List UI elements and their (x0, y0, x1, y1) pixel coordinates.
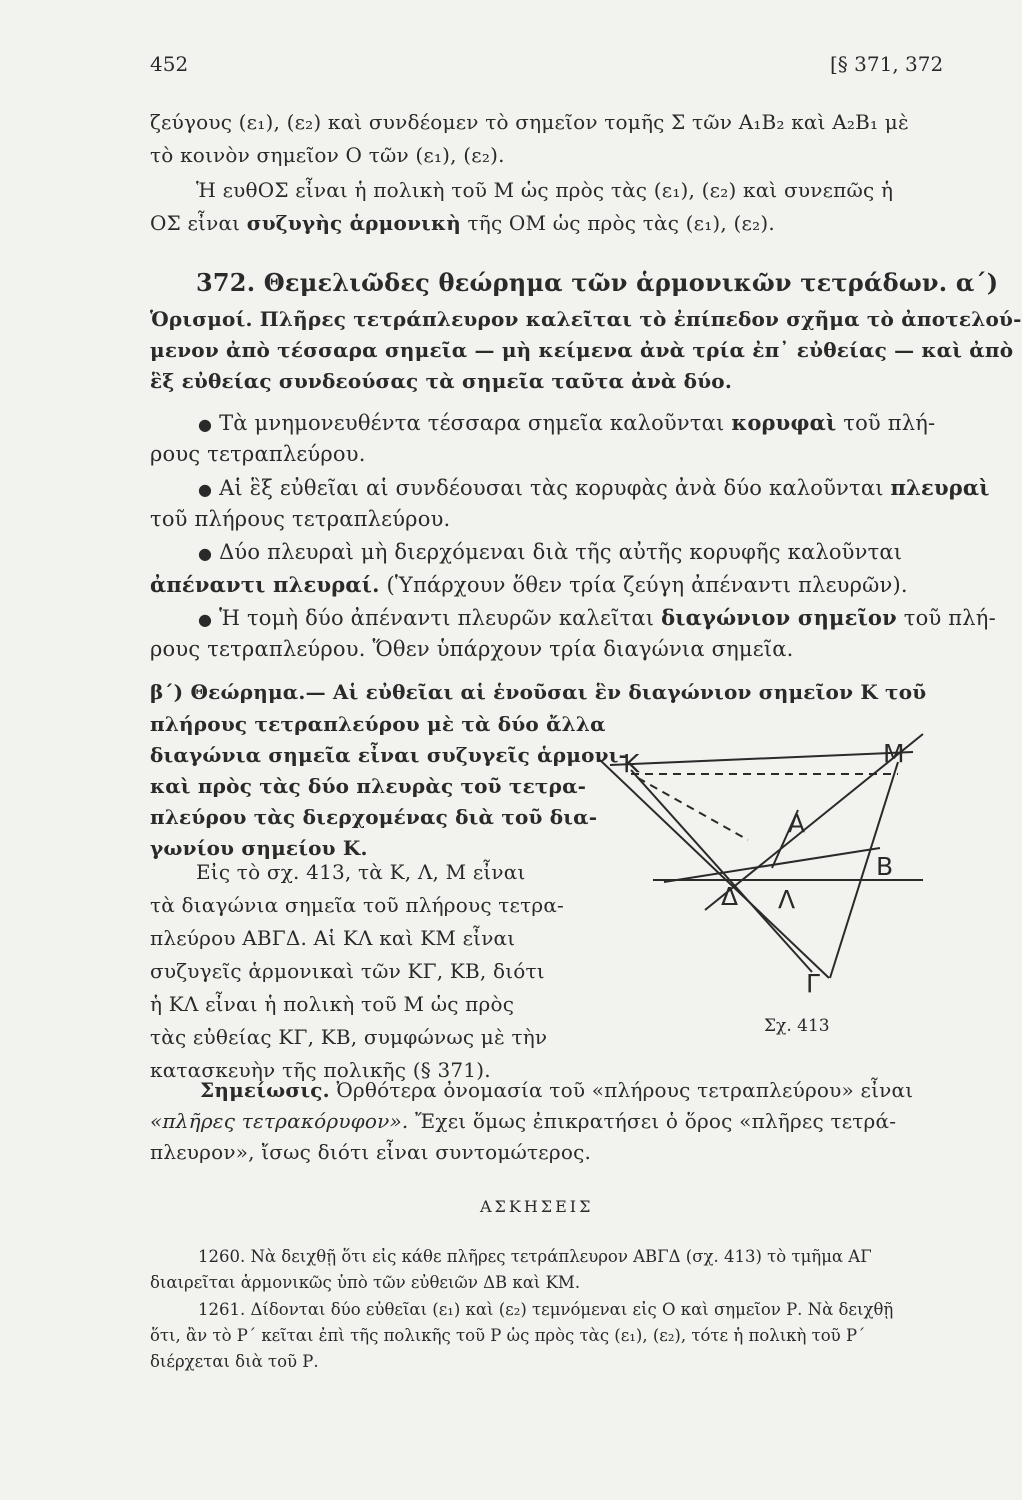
definitions-line-2: μενον ἀπὸ τέσσαρα σημεῖα — μὴ κείμενα ἀνὰ τρία ἐπ᾿ εὐθείας — καὶ ἀπὸ (150, 338, 1014, 362)
bullet-item-1 (198, 410, 935, 435)
exercises-title: ΑΣΚΗΣΕΙΣ (480, 1197, 594, 1216)
bullet-4-end: τοῦ πλή- (896, 606, 996, 630)
line-kg (600, 760, 829, 978)
bullet-2-bold: πλευραὶ (890, 475, 990, 500)
note-label: Σημείωσις. (200, 1078, 330, 1102)
line-kl (631, 770, 812, 972)
intro-line-4-a: ΟΣ εἶναι (150, 211, 247, 235)
theorem-line-4: καὶ πρὸς τὰς δύο πλευρὰς τοῦ τετρα- (150, 774, 587, 798)
exercise-1261-line-2: ὅτι, ἂν τὸ Ρ΄ κεῖται ἐπὶ τῆς πολικῆς τοῦ Ρ ὡς πρὸς τὰς (ε₁), (ε₂), τότε ἡ πολικὴ τοῦ Ρ΄ (150, 1326, 866, 1345)
section-reference: [§ 371, 372 (830, 52, 944, 76)
page-number: 452 (150, 52, 189, 76)
figure-caption: Σχ. 413 (764, 1016, 830, 1036)
bullet-4-text: Ἡ τομὴ δύο ἀπέναντι πλευρῶν καλεῖται (219, 606, 662, 630)
bullet-4-line-2: ρους τετραπλεύρου. Ὅθεν ὑπάρχουν τρία διαγώνια σημεῖα. (150, 637, 794, 661)
label-b: Β (876, 852, 894, 881)
note-line-1 (200, 1078, 913, 1102)
line-k-upper (610, 752, 913, 765)
bullet-1-bold: κορυφαὶ (731, 410, 837, 435)
exercise-1260-line-2: διαιρεῖται ἁρμονικῶς ὑπὸ τῶν εὐθειῶν ΔΒ καὶ ΚΜ. (150, 1273, 581, 1292)
definitions-line-3: ἓξ εὐθείας συνδεούσας τὰ σημεῖα ταῦτα ἀνὰ δύο. (150, 369, 733, 393)
bullet-dot: ● (198, 544, 213, 563)
label-d: Δ (721, 882, 739, 911)
bullet-3-end: (Ὑπάρχουν ὅθεν τρία ζεύγη ἀπέναντι πλευρῶν). (379, 573, 908, 597)
intro-line-1: ζεύγους (ε₁), (ε₂) καὶ συνδέομεν τὸ σημεῖον τομῆς Σ τῶν Α₁Β₂ καὶ Α₂Β₁ μὲ (150, 110, 909, 134)
exercise-1261-line-1: 1261. Δίδονται δύο εὐθεῖαι (ε₁) καὶ (ε₂) τεμνόμεναι εἰς Ο καὶ σημεῖον Ρ. Νὰ δειχθῇ (198, 1300, 894, 1319)
theorem-para-6: τὰς εὐθείας ΚΓ, ΚΒ, συμφώνως μὲ τὴν (150, 1025, 548, 1049)
theorem-para-7: κατασκευὴν τῆς πολικῆς (§ 371). (150, 1058, 491, 1082)
bullet-3-line-2 (150, 572, 908, 597)
theorem-para-2: τὰ διαγώνια σημεῖα τοῦ πλήρους τετρα- (150, 893, 564, 917)
exercise-1261-line-3: διέρχεται διὰ τοῦ Ρ. (150, 1352, 319, 1371)
intro-line-3: Ἡ ευθΟΣ εἶναι ἡ πολικὴ τοῦ Μ ὡς πρὸς τὰς (ε₁), (ε₂) καὶ συνεπῶς ἡ (196, 178, 894, 202)
bullet-dot: ● (198, 610, 213, 629)
theorem-para-1: Εἰς τὸ σχ. 413, τὰ Κ, Λ, Μ εἶναι (196, 860, 526, 884)
theorem-para-4: συζυγεῖς ἁρμονικαὶ τῶν ΚΓ, ΚΒ, διότι (150, 959, 545, 983)
theorem-line-1: β΄) Θεώρημα.— Αἱ εὐθεῖαι αἱ ἑνοῦσαι ἓν διαγώνιον σημεῖον Κ τοῦ (150, 680, 927, 704)
note-line-2-text: Ἔχει ὅμως ἐπικρατήσει ὁ ὅρος «πλῆρες τετρά- (408, 1109, 897, 1133)
intro-line-4 (150, 211, 775, 235)
bullet-1-end: τοῦ πλή- (836, 411, 936, 435)
intro-line-4-c: τῆς ΟΜ ὡς πρὸς τὰς (ε₁), (ε₂). (460, 211, 775, 235)
bullet-item-3 (198, 540, 902, 564)
exercise-1260-line-1: 1260. Νὰ δειχθῇ ὅτι εἰς κάθε πλῆρες τετράπλευρον ΑΒΓΔ (σχ. 413) τὸ τμῆμα ΑΓ (198, 1247, 872, 1266)
theorem-para-3: πλεύρου ΑΒΓΔ. Αἱ ΚΛ καὶ ΚΜ εἶναι (150, 926, 516, 950)
label-m: Μ (883, 739, 905, 768)
intro-line-4-bold: συζυγὴς ἁρμονικὴ (246, 211, 461, 235)
definitions-line-1: Ὁρισμοί. Πλῆρες τετράπλευρον καλεῖται τὸ ἐπίπεδον σχῆμα τὸ ἀποτελού- (150, 307, 1022, 331)
theorem-line-2: πλήρους τετραπλεύρου μὲ τὰ δύο ἄλλα (150, 712, 606, 736)
note-line-1-text: Ὀρθότερα ὀνομασία τοῦ «πλήρους τετραπλεύρου» εἶναι (329, 1078, 914, 1102)
bullet-4-bold: διαγώνιον σημεῖον (661, 605, 897, 630)
bullet-1-line-2: ρους τετραπλεύρου. (150, 442, 366, 466)
label-g: Γ (806, 969, 820, 998)
bullet-item-2 (198, 475, 990, 500)
note-line-2 (150, 1109, 896, 1133)
theorem-para-5: ἡ ΚΛ εἶναι ἡ πολικὴ τοῦ Μ ὡς πρὸς (150, 992, 515, 1016)
bullet-item-4 (198, 605, 996, 630)
bullet-dot: ● (198, 415, 213, 434)
intro-line-2: τὸ κοινὸν σημεῖον Ο τῶν (ε₁), (ε₂). (150, 143, 505, 167)
note-line-3: πλευρον», ἴσως διότι εἶναι συντομώτερος. (150, 1140, 592, 1164)
label-a: Α (788, 809, 806, 838)
theorem-line-3: διαγώνια σημεῖα εἶναι συζυγεῖς ἁρμονι- (150, 743, 628, 767)
bullet-3-bold: ἀπέναντι πλευραί. (150, 572, 380, 597)
bullet-2-text: Αἱ ἓξ εὐθεῖαι αἱ συνδέουσαι τὰς κορυφὰς ἀνὰ δύο καλοῦνται (219, 476, 891, 500)
label-k: Κ (623, 749, 640, 778)
bullet-3-text: Δύο πλευραὶ μὴ διερχόμεναι διὰ τῆς αὐτῆς κορυφῆς καλοῦνται (219, 540, 903, 564)
theorem-line-6: γωνίου σημείου Κ. (150, 836, 368, 860)
theorem-line-5: πλεύρου τὰς διερχομένας διὰ τοῦ δια- (150, 805, 598, 829)
bullet-1-text: Τὰ μνημονευθέντα τέσσαρα σημεῖα καλοῦνται (219, 411, 732, 435)
bullet-2-line-2: τοῦ πλήρους τετραπλεύρου. (150, 507, 451, 531)
note-italic-term: «πλῆρες τετρακόρυφον». (150, 1109, 409, 1133)
figure-413-diagram (598, 730, 958, 1050)
section-heading: 372. Θεμελιῶδες θεώρημα τῶν ἁρμονικῶν τετράδων. α΄) (196, 268, 999, 297)
bullet-dot: ● (198, 480, 213, 499)
label-l: Λ (778, 885, 796, 914)
dashed-line-ka (638, 778, 748, 840)
